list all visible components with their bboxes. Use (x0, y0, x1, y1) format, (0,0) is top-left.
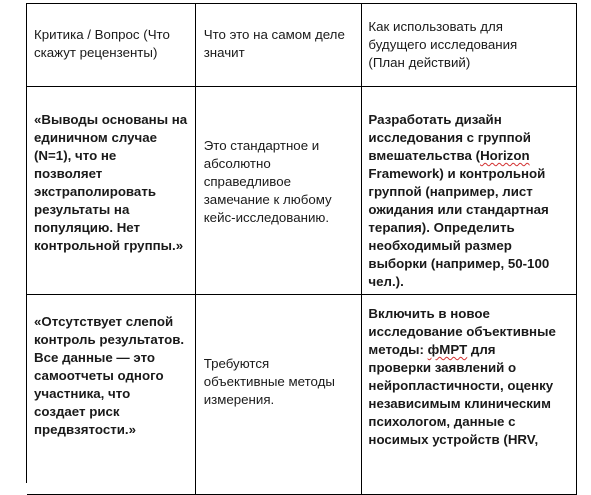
meaning-line: Это стандартное и (203, 138, 320, 153)
plan-line: носимых устройств (HRV, (368, 432, 539, 447)
critique-line: (N=1), что не (34, 148, 117, 163)
plan-line: чел.). (368, 274, 404, 289)
critique-line: позволяет (34, 166, 103, 181)
critique-table (26, 3, 577, 483)
meaning-cell (196, 87, 363, 294)
plan-line (368, 341, 572, 359)
plan-line: группой (например, лист (368, 184, 533, 199)
plan-line: Включить в новое (368, 306, 490, 321)
plan-line: ожидания или стандартная (368, 202, 549, 217)
critique-line: экстраполировать (34, 184, 157, 199)
meaning-line: кейс-исследованию. (203, 210, 330, 225)
critique-line: Все данные — это (34, 350, 156, 365)
meaning-cell (196, 295, 363, 494)
meaning-line: абсолютно (203, 156, 271, 171)
critique-line: участника, что (34, 386, 131, 401)
header-critique-line: Критика / Вопрос (Что (34, 27, 170, 42)
plan-line: нейропластичности, оценку (368, 378, 554, 393)
header-meaning-line: значит (203, 45, 245, 60)
critique-line: популяцию. Нет (34, 220, 141, 235)
meaning-line: замечание к любому (203, 192, 332, 207)
meaning-line: объективные методы (203, 374, 335, 389)
header-plan-line: Как использовать для (368, 19, 503, 34)
critique-cell (27, 295, 196, 494)
critique-line: единичном случае (34, 130, 158, 145)
critique-line: «Отсутствует слепой (34, 314, 174, 329)
plan-text: вмешательства ( (368, 148, 481, 163)
plan-line: выборки (например, 50-100 (368, 256, 550, 271)
header-meaning-line: Что это на самом деле (203, 27, 345, 42)
plan-line: проверки заявлений о (368, 360, 517, 375)
plan-line: терапия). Определить (368, 220, 515, 235)
critique-cell (27, 87, 196, 294)
header-plan-line: будущего исследования (368, 37, 518, 52)
header-critique-line: скажут рецензенты) (34, 45, 158, 60)
critique-line: «Выводы основаны на (34, 112, 188, 127)
critique-line: создает риск (34, 404, 120, 419)
plan-line: Framework) и контрольной (368, 166, 546, 181)
header-critique (27, 4, 196, 86)
table-row (27, 295, 577, 495)
meaning-line: справедливое (203, 174, 292, 189)
plan-line (368, 147, 572, 165)
plan-cell (362, 87, 577, 294)
plan-line: исследование объективные (368, 324, 556, 339)
critique-line: самоотчеты одного (34, 368, 164, 383)
plan-line: Разработать дизайн (368, 112, 502, 127)
table-header-row (27, 4, 577, 87)
plan-text: для (467, 342, 496, 357)
plan-line: психологом, данные с (368, 414, 516, 429)
plan-line: необходимый размер (368, 238, 512, 253)
critique-line: результаты на (34, 202, 130, 217)
plan-line: независимым клиническим (368, 396, 551, 411)
plan-line: исследования с группой (368, 130, 531, 145)
plan-cell (362, 295, 577, 494)
header-plan-line: (План действий) (368, 55, 471, 70)
spellcheck-flagged-word: фМРТ (427, 342, 468, 357)
plan-text: методы: (368, 342, 428, 357)
header-plan (362, 4, 577, 86)
critique-line: контроль результатов. (34, 332, 185, 347)
header-meaning (196, 4, 363, 86)
meaning-line: Требуются (203, 356, 270, 371)
critique-line: контрольной группы.» (34, 238, 184, 253)
critique-line: предвзятости.» (34, 422, 136, 437)
meaning-line: измерения. (203, 392, 275, 407)
table-row (27, 87, 577, 295)
spellcheck-flagged-word: Horizon (480, 148, 530, 163)
